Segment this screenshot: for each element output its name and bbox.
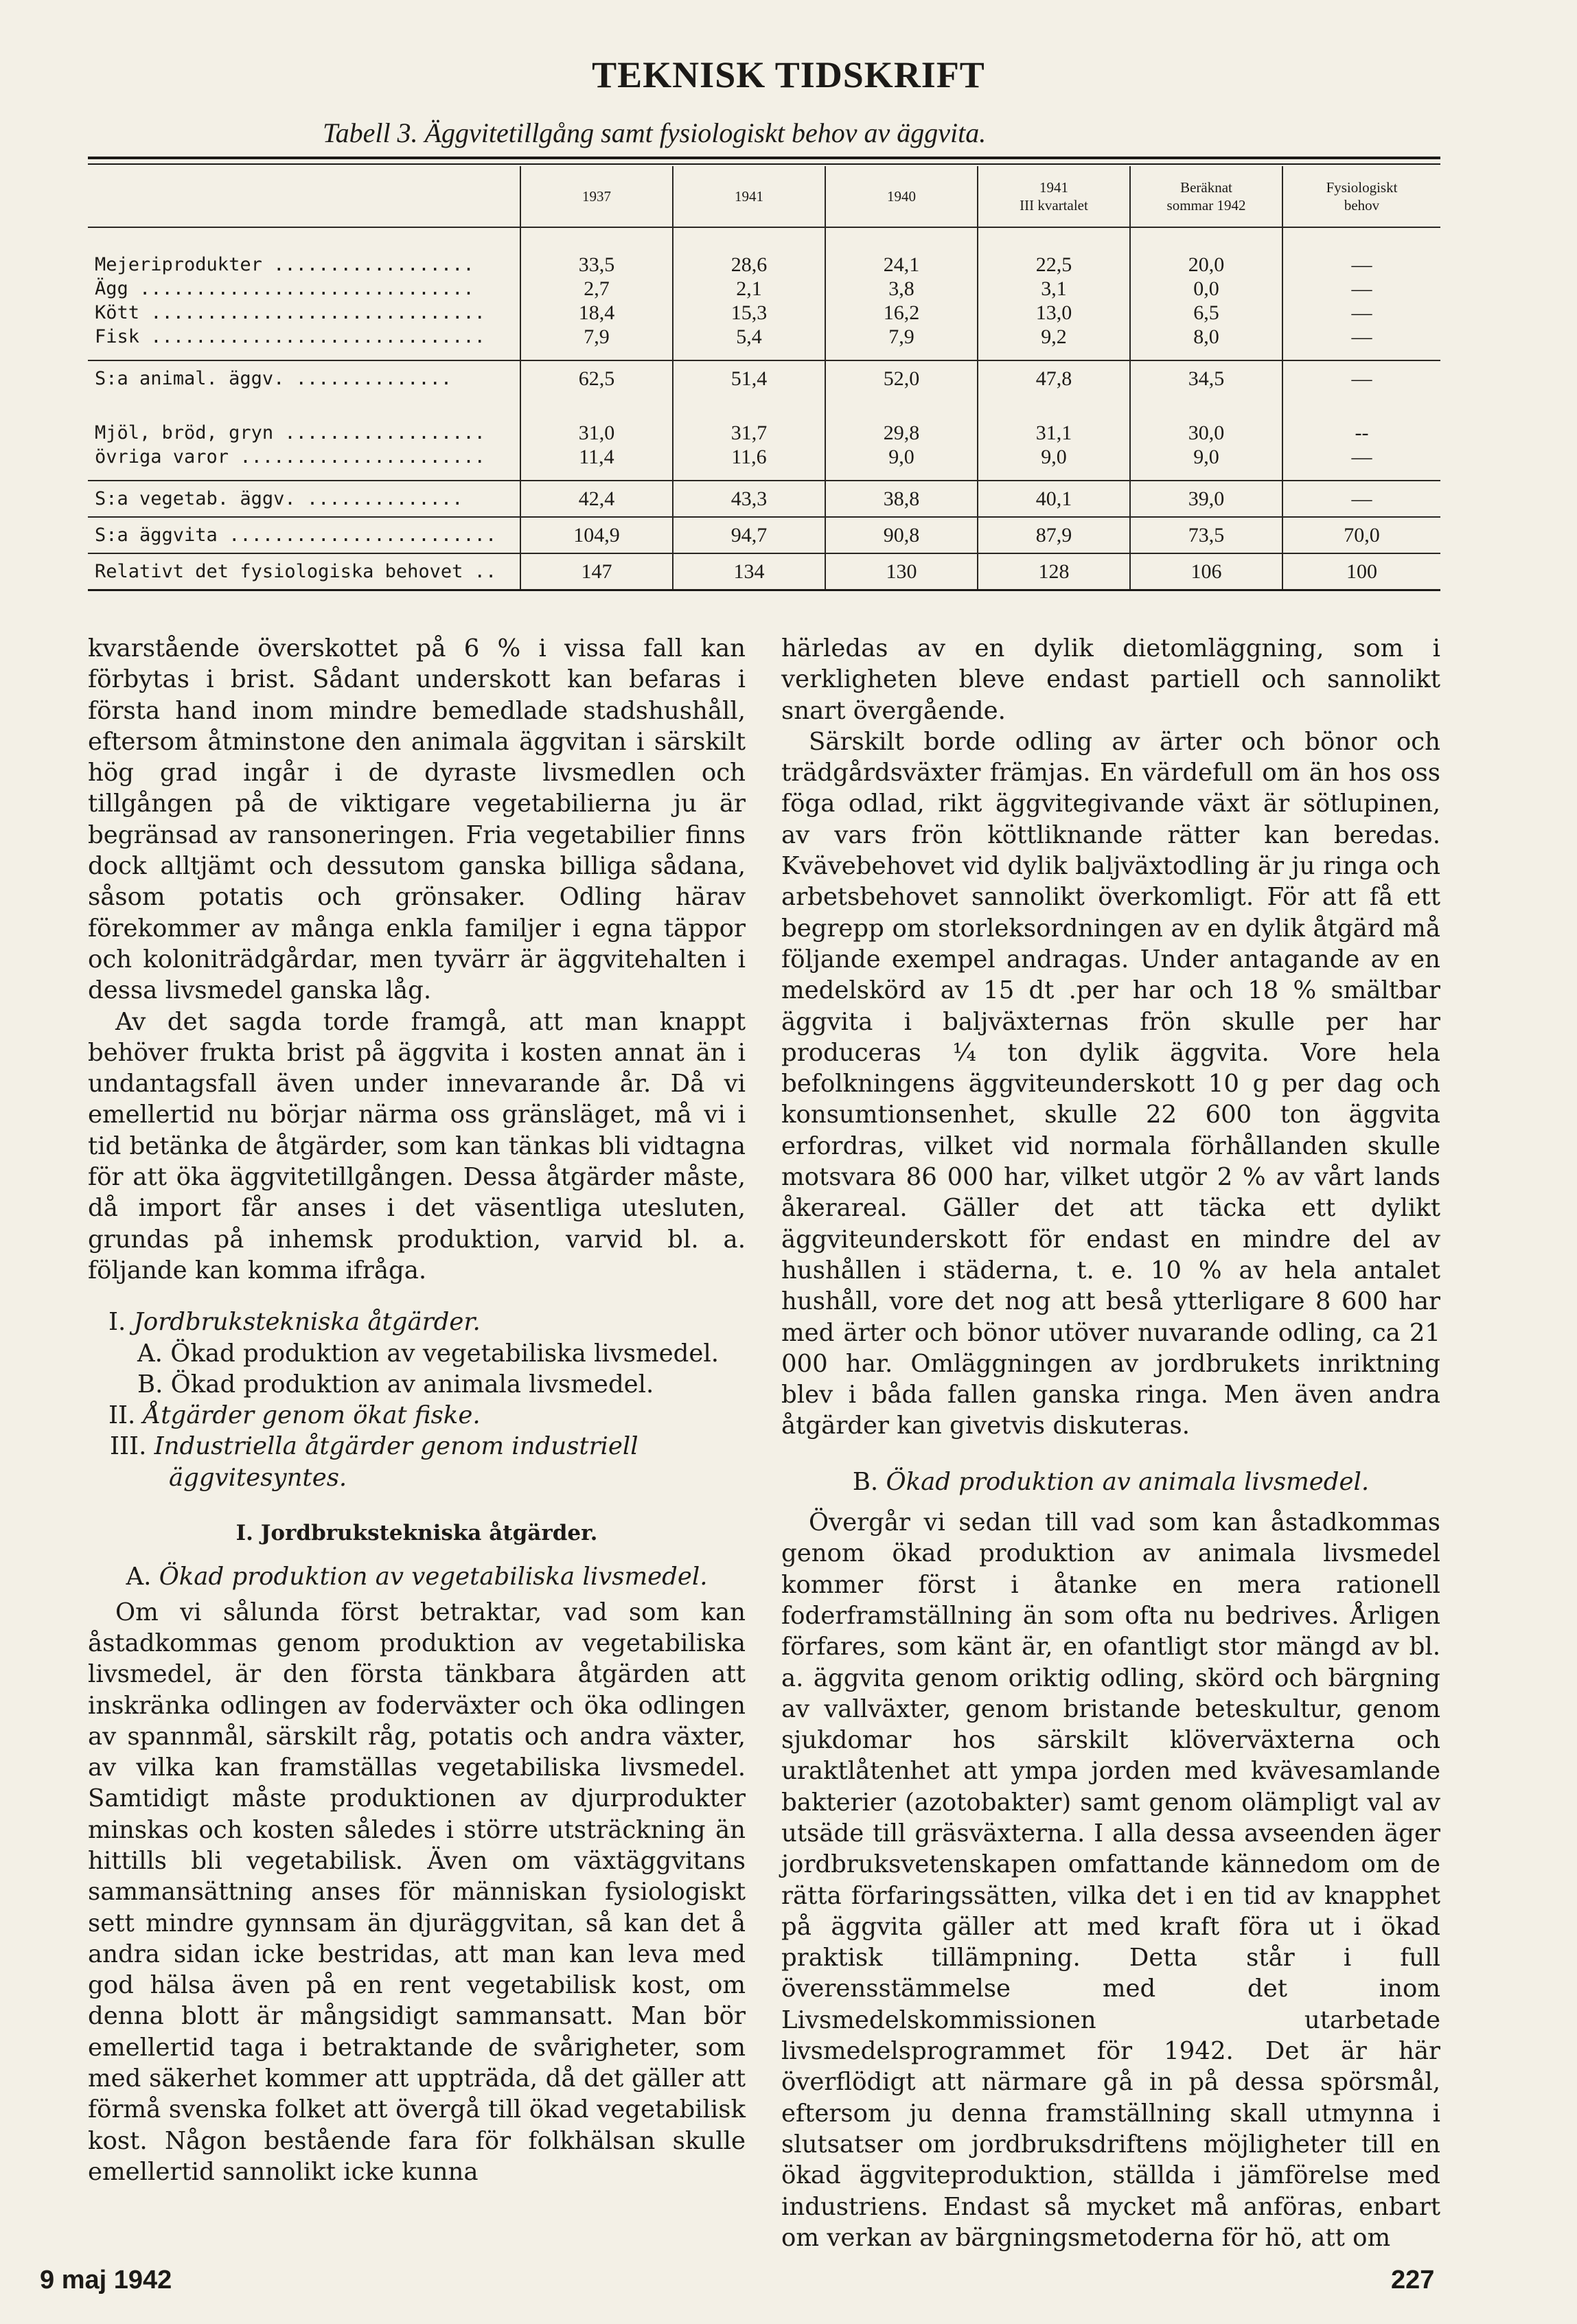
table-cell: 40,1 xyxy=(978,481,1130,517)
table-cell: 22,5 xyxy=(978,227,1130,277)
table-cell: — xyxy=(1282,360,1440,396)
table-cell: 104,9 xyxy=(520,517,673,553)
table-cell: 3,1 xyxy=(978,277,1130,301)
table-cell: 51,4 xyxy=(673,360,825,396)
paragraph: kvarstående överskottet på 6 % i vissa fall kan förbytas i brist. Sådant underskott kan befaras i första hand inom mindre bemedlade stadshushåll, eftersom åtminstone den animala äggvitan i särskilt hög grad ingår i de dyraste livsmedlen och tillgången på de viktigare vegetabilierna ju är begränsad av ransoneringen. Fria vegetabilier finns dock alltjämt och dessutom ganska billiga sådana, såsom potatis och grönsaker. Odling härav förekommer av många enkla familjer i egna täppor och koloniträdgårdar, men tyvärr är äggvitehalten i dessa livsmedel ganska låg. xyxy=(88,634,746,1005)
table-cell: 73,5 xyxy=(1130,517,1282,553)
protein-supply-table xyxy=(88,166,1440,589)
column-header: 1940 xyxy=(825,166,978,227)
table-cell: 7,9 xyxy=(520,325,673,360)
table-cell: — xyxy=(1282,227,1440,277)
paragraph: härledas av en dylik dietomläggning, som i verkligheten bleve endast partiell och sannolikt snart övergående. xyxy=(781,634,1440,725)
table-cell: 39,0 xyxy=(1130,481,1282,517)
journal-running-head: TEKNISK TIDSKRIFT xyxy=(592,54,985,95)
table-cell: 9,0 xyxy=(1130,445,1282,481)
table-row xyxy=(88,553,1440,589)
table-cell: 9,2 xyxy=(978,325,1130,360)
table-row xyxy=(88,227,1440,277)
table-cell: 11,6 xyxy=(673,445,825,481)
paragraph: Av det sagda torde framgå, att man knappt behöver frukta brist på äggvita i kosten annat än i undantagsfall även under innevarande år. Då vi emellertid nu börjar närma oss gränsläget, må vi i tid betänka de åtgärder, som kan tänkas bli vidtagna för att öka äggvitetillgången. Dessa åtgärder måste, då import får anses i det väsentliga utesluten, grundas på inhemsk produktion, varvid bl. a. följande kan komma ifråga. xyxy=(88,1007,746,1285)
table-cell: 70,0 xyxy=(1282,517,1440,553)
table-cell: 106 xyxy=(1130,553,1282,589)
row-label: övriga varor ...................... xyxy=(95,446,485,468)
table-cell: 33,5 xyxy=(520,227,673,277)
table-cell: 147 xyxy=(520,553,673,589)
table-row xyxy=(88,360,1440,396)
table-cell: 94,7 xyxy=(673,517,825,553)
paragraph: Särskilt borde odling av ärter och bönor och trädgårdsväxter främjas. En värdefull om än hos oss föga odlad, rikt äggvitegivande växt är sötlupinen, av vars frön köttliknande rätter kan beredas. Kvävebehovet vid dylik baljväxtodling är ju ringa och arbetsbehovet sannolikt överkomligt. För att få ett begrepp om storleksordningen av en dylik åtgärd må följande exempel andragas. Under antagande av en medelskörd av 15 dt .per har och 18 % smältbar äggvita i baljväxternas frön skulle per har produceras ¼ ton dylik äggvita. Vore hela befolkningens äggviteunderskott 10 g per dag och konsumtionsenhet, skulle 22 600 ton äggvita erfordras, vilket vid normala förhållanden skulle motsvara 86 000 har, vilket utgör 2 % av vårt lands åkerareal. Gäller det att täcka ett dylikt äggviteunderskott för endast en mindre del av hushållen i städerna, t. e. 10 % av hela antalet hushåll, vore det nog att beså ytterligare 8 600 har med ärter och bönor utöver nuvarande odling, ca 21 000 har. Omläggningen av jordbrukets inriktning blev i båda fallen ganska ringa. Men även andra åtgärder kan givetvis diskuteras. xyxy=(781,727,1440,1440)
table-row xyxy=(88,325,1440,360)
table-cell: 34,5 xyxy=(1130,360,1282,396)
table-cell: — xyxy=(1282,481,1440,517)
table-cell: 20,0 xyxy=(1130,227,1282,277)
data-table-frame xyxy=(88,157,1440,591)
table-cell: 90,8 xyxy=(825,517,978,553)
row-label: Mejeriprodukter .................. xyxy=(95,254,474,275)
table-cell: — xyxy=(1282,325,1440,360)
table-cell: 8,0 xyxy=(1130,325,1282,360)
table-cell: 11,4 xyxy=(520,445,673,481)
table-cell: 28,6 xyxy=(673,227,825,277)
list-item: III. Industriella åtgärder genom industriell äggvitesyntes. xyxy=(110,1432,638,1492)
table-cell: 47,8 xyxy=(978,360,1130,396)
table-row xyxy=(88,481,1440,517)
table-cell: 30,0 xyxy=(1130,396,1282,445)
table-cell: 31,7 xyxy=(673,396,825,445)
column-header: 1941 III kvartalet xyxy=(978,166,1130,227)
table-cell: 7,9 xyxy=(825,325,978,360)
column-header: Beräknat sommar 1942 xyxy=(1130,166,1282,227)
row-label: Relativt det fysiologiska behovet .. xyxy=(88,553,520,589)
subsection-heading: A. Ökad produktion av vegetabiliska livsmedel. xyxy=(126,1563,708,1591)
table-cell: 31,0 xyxy=(520,396,673,445)
table-cell: 62,5 xyxy=(520,360,673,396)
table-cell: 9,0 xyxy=(978,445,1130,481)
paragraph: Övergår vi sedan till vad som kan åstadkommas genom ökad produktion av animala livsmedel kommer först i åtanke en mera rationell foderframställning än som ofta nu bedrives. Årligen förfares, som känt är, en ofantligt stor mängd av bl. a. äggvita genom oriktig odling, skörd och bärgning av vallväxter, genom bristande beteskultur, genom sjukdomar hos särskilt klöverväxterna och uraktlåtenhet att ympa jorden med kvävesamlande bakterier (azotobakter) samt genom olämpligt val av utsäde till gräsväxterna. I alla dessa avseenden äger jordbruksvetenskapen omfattande kännedom om de rätta förfaringssätten, vilka det i en tid av knapphet på äggvita gäller att med kraft föra ut i ökad praktisk tillämpning. Detta står i full överensstämmelse med det inom Livsmedelskommissionen utarbetade livsmedelsprogrammet för 1942. Det är här överflödigt att närmare gå in på dessa spörsmål, eftersom ju denna framställning skall utmynna i slutsatser om jordbruksdriftens möjligheter till en ökad äggviteproduktion, ställda i jämförelse med industriens. Endast så mycket må anföras, enbart om verkan av bärgningsmetoderna för hö, att om xyxy=(781,1508,1440,2252)
table-cell: 87,9 xyxy=(978,517,1130,553)
table-cell: 42,4 xyxy=(520,481,673,517)
row-label: Mjöl, bröd, gryn .................. xyxy=(95,422,485,444)
table-cell: — xyxy=(1282,301,1440,325)
table-cell: 13,0 xyxy=(978,301,1130,325)
issue-date: 9 maj 1942 xyxy=(40,2266,172,2294)
list-item: II. Åtgärder genom ökat fiske. xyxy=(108,1401,481,1430)
row-label: S:a animal. äggv. .............. xyxy=(88,360,520,396)
row-label: Kött .............................. xyxy=(95,302,485,323)
right-text-column xyxy=(781,633,1440,2253)
table-cell: 15,3 xyxy=(673,301,825,325)
table-cell: 6,5 xyxy=(1130,301,1282,325)
table-caption: Tabell 3. Äggvitetillgång samt fysiologiskt behov av äggvita. xyxy=(323,117,987,148)
section-heading: I. Jordbrukstekniska åtgärder. xyxy=(235,1521,598,1546)
table-cell: 38,8 xyxy=(825,481,978,517)
table-cell: 128 xyxy=(978,553,1130,589)
table-header-label xyxy=(88,166,520,227)
row-label: Ägg .............................. xyxy=(95,278,474,299)
table-cell: 9,0 xyxy=(825,445,978,481)
table-cell: 43,3 xyxy=(673,481,825,517)
table-cell: 2,1 xyxy=(673,277,825,301)
column-header: 1937 xyxy=(520,166,673,227)
table-cell: 52,0 xyxy=(825,360,978,396)
paragraph: Om vi sålunda först betraktar, vad som kan åstadkommas genom produktion av vegetabiliska livsmedel, är den första tänkbara åtgärden att inskränka odlingen av foderväxter och öka odlingen av spannmål, särskilt råg, potatis och andra växter, av vilka kan framställas vegetabiliska livsmedel. Samtidigt måste produktionen av djurprodukter minskas och kosten således i större utsträckning än hittills bli vegetabilisk. Även om växtäggvitans sammansättning anses för människan fysiologiskt sett mindre gynnsam än djuräggvitan, så kan det å andra sidan icke bestridas, att man kan leva med god hälsa även på en rent vegetabilisk kost, om denna blott är mångsidigt sammansatt. Man bör emellertid taga i betraktande de svårigheter, som med säkerhet kommer att uppträda, då det gäller att förmå svenska folket att övergå till ökad vegetabilisk kost. Någon bestående fara för folkhälsan skulle emellertid sannolikt icke kunna xyxy=(88,1598,746,2186)
table-row xyxy=(88,517,1440,553)
column-header: 1941 xyxy=(673,166,825,227)
table-cell: 2,7 xyxy=(520,277,673,301)
column-header: Fysiologiskt behov xyxy=(1282,166,1440,227)
table-cell: 0,0 xyxy=(1130,277,1282,301)
table-row xyxy=(88,396,1440,445)
table-cell: 134 xyxy=(673,553,825,589)
table-cell: — xyxy=(1282,277,1440,301)
table-cell: 3,8 xyxy=(825,277,978,301)
table-cell: 29,8 xyxy=(825,396,978,445)
table-cell: 5,4 xyxy=(673,325,825,360)
table-cell: 16,2 xyxy=(825,301,978,325)
table-cell: — xyxy=(1282,445,1440,481)
table-cell: 100 xyxy=(1282,553,1440,589)
table-row xyxy=(88,301,1440,325)
row-label: S:a vegetab. äggv. .............. xyxy=(88,481,520,517)
page-number: 227 xyxy=(1391,2266,1435,2294)
row-label: S:a äggvita ........................ xyxy=(88,517,520,553)
table-row xyxy=(88,277,1440,301)
left-text-column xyxy=(88,633,746,2187)
table-cell: 31,1 xyxy=(978,396,1130,445)
table-cell: 130 xyxy=(825,553,978,589)
table-cell: -- xyxy=(1282,396,1440,445)
list-item: A. Ökad produktion av vegetabiliska livsmedel. xyxy=(137,1339,720,1368)
table-cell: 24,1 xyxy=(825,227,978,277)
list-item: I. Jordbrukstekniska åtgärder. xyxy=(108,1308,481,1337)
subsection-heading: B. Ökad produktion av animala livsmedel. xyxy=(852,1467,1370,1496)
row-label: Fisk .............................. xyxy=(95,326,485,347)
table-row xyxy=(88,445,1440,481)
list-item: B. Ökad produktion av animala livsmedel. xyxy=(137,1370,654,1399)
table-cell: 18,4 xyxy=(520,301,673,325)
